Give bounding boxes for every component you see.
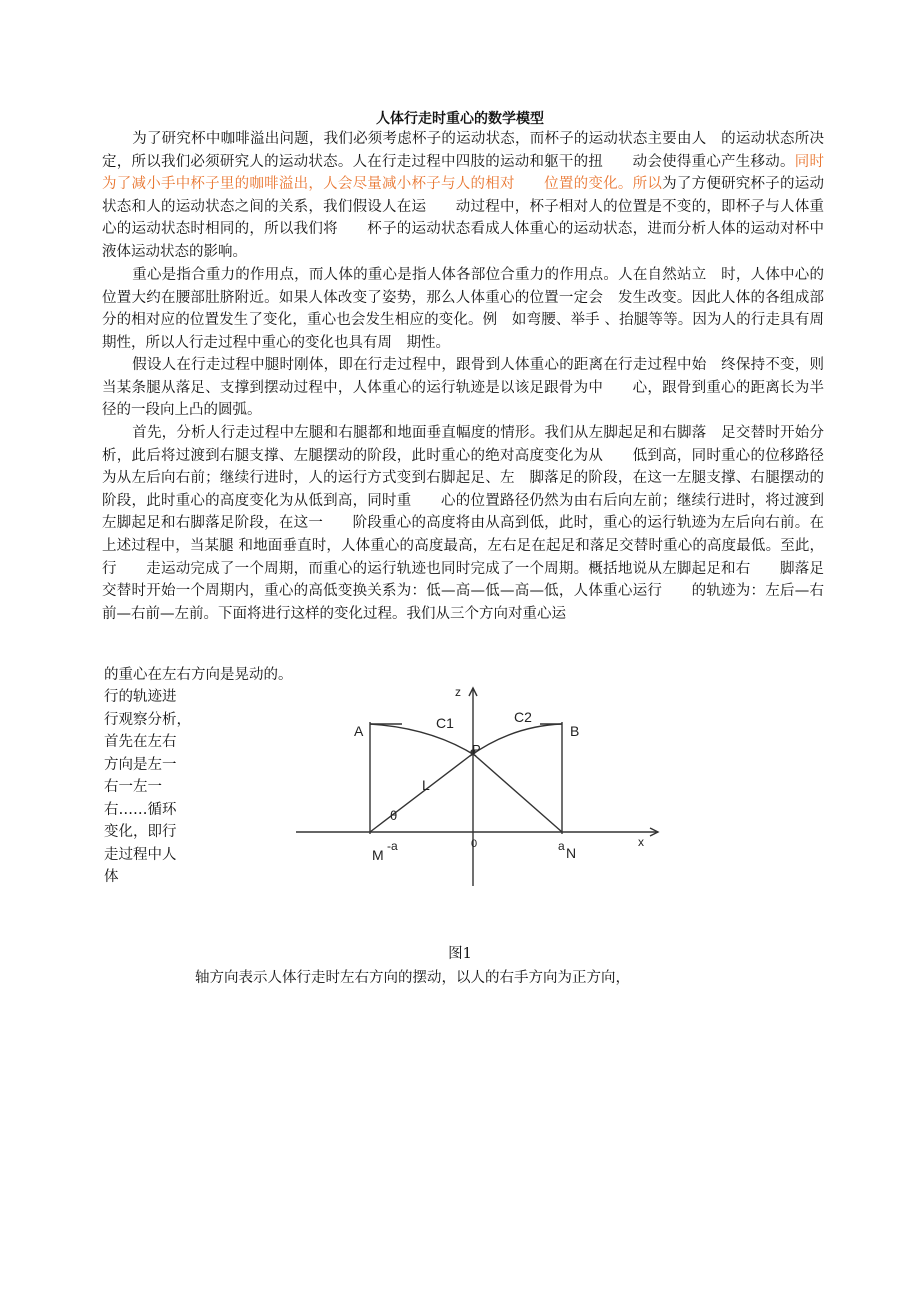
side-text-column xyxy=(104,686,196,889)
paragraph-1 xyxy=(102,128,824,264)
label-neg-a: -a xyxy=(387,839,398,853)
label-M: M xyxy=(372,847,384,863)
side-line: 走过程中人 xyxy=(104,846,177,863)
label-pos-a: a xyxy=(558,839,565,853)
label-C1: C1 xyxy=(436,715,454,731)
label-z: z xyxy=(455,685,461,699)
paragraph-1-text-b: 为了方便研究杯子的运动状态和人的运动状态之间的关系，我们假设人在运 动过程中，杯子相对人的位置是不变的，即杯子与人体重心的运动状态时相同的，所以我们将 杯子的运动状态看成人体重心的运动状态，进而分析人体的运动对杯中液体运动状态的影响。 xyxy=(102,176,825,260)
label-L: L xyxy=(422,777,430,793)
label-C2: C2 xyxy=(514,709,532,725)
side-line: 右一左一 xyxy=(104,779,162,795)
arc-C2 xyxy=(470,724,562,756)
side-line: 行的轨迹进 xyxy=(104,689,177,705)
figure-caption: 图1 xyxy=(448,946,472,962)
side-line: 行观察分析， xyxy=(104,711,191,728)
label-N: N xyxy=(566,845,577,861)
paragraph-3-text: 假设人在行走过程中腿时刚体，即在行走过程中，跟骨到人体重心的距离在行走过程中始 终保持不变，则当某条腿从落足、支撑到摆动过程中，人体重心的运行轨迹是以该足跟骨为中 心，跟骨到重心的距离长为半径的一段向上凸的圆弧。 xyxy=(102,357,824,419)
label-A: A xyxy=(354,723,364,739)
paragraph-2 xyxy=(102,264,824,354)
paragraph-1-highlight: 同时为了减小手中杯子里的咖啡溢出，人会尽量减小杯子与人的相对 位置的变化。所以 xyxy=(102,153,825,193)
paragraph-4-text: 首先，分析人行走过程中左腿和右腿都和地面垂直幅度的情形。我们从左脚起足和右脚落 足交替时开始分析，此后将过渡到右腿支撑、左腿摆动的阶段，此时重心的绝对高度变化为从 低到高，同时重心的位移路径为从左后向右前；继续行进时，人的运行方式变到右脚起足、左 脚落足的阶段，在这一左腿支撑、右腿摆动的阶段，此时重心的高度变化为从低到高，同时重 心的位置路径仍然为由右后向左前；继续行进时，将过渡到左脚起足和右脚落足阶段，在这一 阶段重心的高度将由从高到低，此时，重心的运行轨迹为左后向右前。在上述过程中，当某腿 和地面垂直时，人体重心的高度最高，左右足在起足和落足交替时重心的高度最低。至此，行 走运动完成了一个周期，而重心的运行轨迹也同时完成了一个周期。概括地说从左脚起足和右 脚落足交替时开始一个周期内，重心的高低变换关系为：低—高—低—高—低，人体重心运行 的轨迹为：左后—右前—右前—左前。下面将进行这样的变化过程。我们从三个方向对重心运 xyxy=(102,425,824,622)
arc-C1 xyxy=(370,724,476,756)
paragraph-3 xyxy=(102,354,824,422)
paragraph-after-figure: 轴方向表示人体行走时左右方向的摆动，以人的右手方向为正方向， xyxy=(195,970,630,986)
label-P: P xyxy=(472,742,481,757)
document-title: 人体行走时重心的数学模型 xyxy=(376,111,544,127)
paragraph-4 xyxy=(102,422,824,625)
label-x: x xyxy=(638,835,644,849)
side-text-top: 的重心在左右方向是晃动的。 xyxy=(104,667,293,683)
label-B: B xyxy=(570,723,580,739)
paragraph-2-text: 重心是指合重力的作用点，而人体的重心是指人体各部位合重力的作用点。人在自然站立 时，人体中心的位置大约在腰部肚脐附近。如果人体改变了姿势，那么人体重心的位置一定会 发生改变。因此人体的各组成部分的相对应的位置发生了变化，重心也会发生相应的变化。例 如弯腰、举手 、抬腿等等。因为人的行走具有周期性，所以人行走过程中重心的变化也具有周 期性。 xyxy=(102,267,824,351)
paragraph-1-text-a: 为了研究杯中咖啡溢出问题，我们必须考虑杯子的运动状态，而杯子的运动状态主要由人 的运动状态所决定，所以我们必须研究人的运动状态。人在行走过程中四肢的运动和躯干的扭 动会使得重心产生移动。 xyxy=(102,131,824,170)
line-N-P xyxy=(471,752,562,832)
side-line: 首先在左右 xyxy=(104,734,177,750)
label-theta: θ xyxy=(390,808,398,823)
side-line: 右……循环 xyxy=(104,801,177,818)
figure-1-diagram xyxy=(292,684,672,894)
side-line: 方向是左一 xyxy=(104,756,177,773)
label-origin: 0 xyxy=(471,838,478,850)
side-line: 体 xyxy=(104,869,119,885)
side-line: 变化，即行 xyxy=(104,824,177,840)
